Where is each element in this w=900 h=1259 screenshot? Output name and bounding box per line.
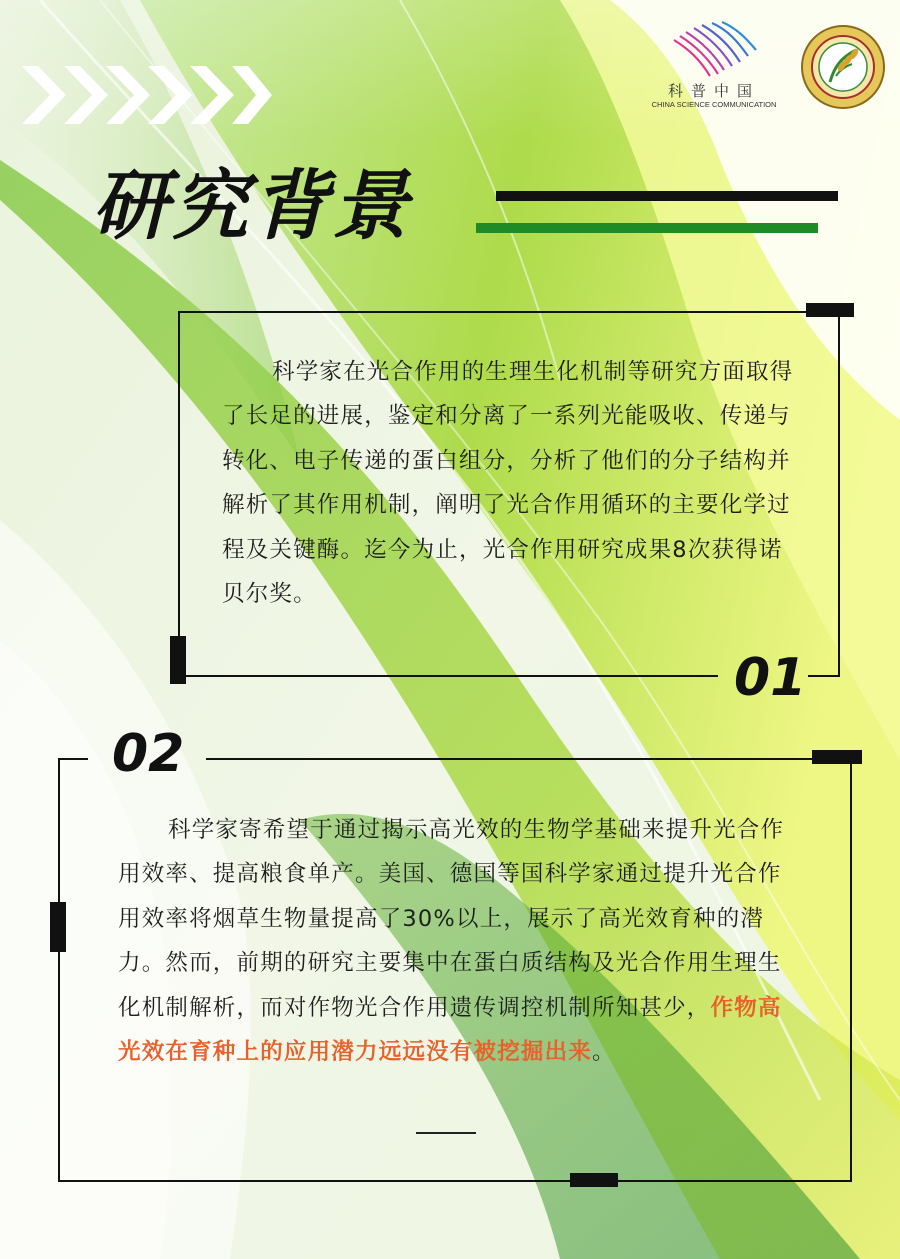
frame-bottom-tab <box>570 1173 618 1187</box>
chevrons-decoration <box>22 62 272 128</box>
section-2-tail: 。 <box>592 1039 616 1066</box>
title-bar-black <box>496 191 838 201</box>
page-title: 研究背景 <box>92 161 412 250</box>
frame-bottom-line <box>178 675 718 677</box>
frame-top-tab <box>812 750 862 764</box>
logo-english-text: CHINA SCIENCE COMMUNICATION <box>651 100 777 109</box>
frame-left-line <box>58 758 60 1182</box>
section-2-body: 科学家寄希望于通过揭示高光效的生物学基础来提升光合作用效率、提高粮食单产。美国、德国等国科学家通过提升光合作用效率将烟草生物量提高了30%以上，展示了高光效育种的潜力。然而，前期的研究主要集中在蛋白质结构及光合作用生理生化机制解析，而对作物光合作用遗传调控机制所知甚少， <box>118 817 785 1021</box>
wing-icon <box>670 20 760 80</box>
title-bar-green <box>476 223 818 233</box>
logo-chinese-text: 科普中国 <box>667 82 760 100</box>
frame-top-tab <box>806 303 854 317</box>
frame-top-line <box>206 758 852 760</box>
china-science-communication-logo <box>650 20 778 109</box>
section-2-highlight: 作物高光效在育种上的应用潜力远远没有被挖掘出来 <box>118 994 782 1066</box>
section-2-text <box>118 808 798 1074</box>
frame-left-tab <box>170 636 186 684</box>
frame-right-line <box>850 758 852 1182</box>
frame-top-line-left <box>58 758 88 760</box>
highlight-underline <box>416 1132 476 1134</box>
frame-left-tab <box>50 902 66 952</box>
frame-bottom-line-right <box>808 675 840 677</box>
section-2-number: 02 <box>112 724 185 784</box>
section-1-text: 科学家在光合作用的生理生化机制等研究方面取得了长足的进展，鉴定和分离了一系列光能吸收、传递与转化、电子传递的蛋白组分，分析了他们的分子结构并解析了其作用机制，阐明了光合作用循环的主要化学过程及关键酶。迄今为止，光合作用研究成果8次获得诺贝尔奖。 <box>222 359 794 608</box>
frame-top-line <box>178 311 830 313</box>
section-1-number: 01 <box>734 648 807 708</box>
frame-right-line <box>838 311 840 677</box>
frame-left-line <box>178 311 180 677</box>
agricultural-society-seal <box>800 24 886 110</box>
frame-bottom-line <box>58 1180 852 1182</box>
